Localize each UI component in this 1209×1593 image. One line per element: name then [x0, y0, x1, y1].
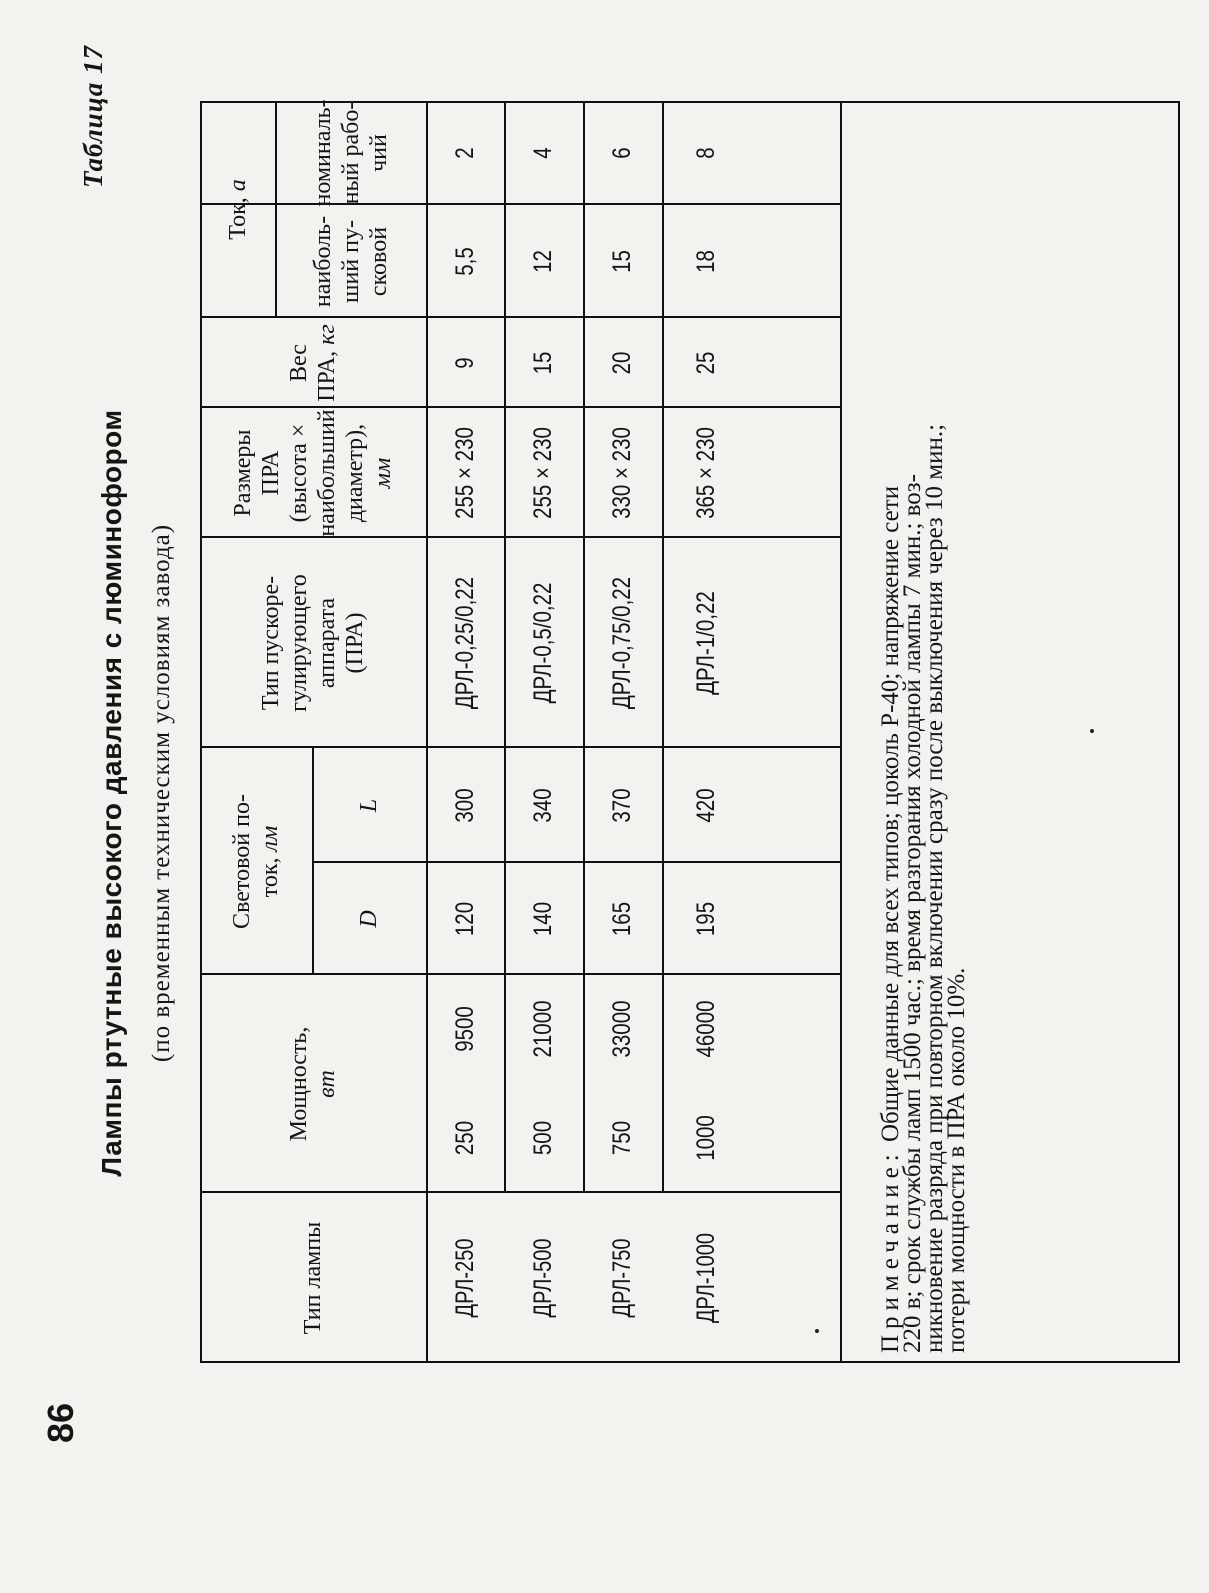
cell-flux: 21000	[529, 1000, 557, 1058]
cell-current-nom: 8	[691, 147, 720, 159]
page-number: 86	[40, 1402, 81, 1443]
header-dim-l: L	[356, 798, 382, 813]
page-title: Лампы ртутные высокого давления с люминофором	[96, 409, 127, 1177]
note-label: Примечание:	[877, 1148, 904, 1353]
header-power: Мощность, вт	[286, 1026, 340, 1142]
cell-current-nom: 4	[529, 147, 557, 159]
cell-dim-l: 300	[450, 788, 479, 823]
cell-current-nom: 6	[608, 147, 636, 159]
cell-dim-l: 420	[691, 788, 720, 823]
cell-starter: ДРЛ-0,25/0,22	[450, 576, 479, 710]
cell-weight: 9	[450, 357, 479, 369]
cell-starter: ДРЛ-1/0,22	[691, 591, 720, 695]
cell-current-start: 15	[608, 250, 636, 273]
header-pra-weight: Вес ПРА, кг	[286, 324, 340, 402]
note-line2: 220 в; срок службы ламп 1500 час.; время разгорания холодной лампы 7 мин.; воз-	[899, 474, 926, 1353]
cell-current-start: 5,5	[450, 247, 479, 276]
header-pra-size: Размеры ПРА (высота × наибольший диаметр), мм	[230, 409, 396, 537]
cell-weight: 25	[691, 351, 720, 375]
speck	[815, 1329, 819, 1333]
cell-type: ДРЛ-750	[608, 1238, 636, 1318]
cell-type: ДРЛ-250	[450, 1238, 479, 1318]
header-current-nom: номиналь- ный рабо- чий	[309, 99, 392, 207]
cell-current-start: 18	[691, 250, 720, 273]
cell-flux: 33000	[608, 1000, 636, 1058]
cell-starter: ДРЛ-0,75/0,22	[608, 576, 636, 710]
cell-power: 750	[608, 1120, 636, 1156]
cell-power: 250	[450, 1120, 479, 1156]
cell-dim-l: 370	[608, 788, 636, 823]
cell-flux: 9500	[450, 1006, 479, 1052]
cell-power: 500	[529, 1120, 557, 1156]
cell-weight: 20	[608, 351, 636, 375]
page-subtitle: (по временным техническим условиям завода)	[148, 523, 175, 1063]
header-current-start: наиболь- ший пу- сковой	[309, 215, 392, 308]
speck	[1090, 729, 1094, 733]
cell-type: ДРЛ-500	[529, 1238, 557, 1318]
header-current: Ток, а	[224, 179, 251, 240]
cell-starter: ДРЛ-0,5/0,22	[529, 582, 557, 704]
cell-weight: 15	[529, 351, 557, 375]
header-starter: Тип пускоре- гулирующего аппарата (ПРА)	[258, 574, 368, 712]
cell-pra-size: 330 × 230	[608, 427, 636, 519]
cell-pra-size: 255 × 230	[450, 427, 479, 519]
note-line3: никновение разряда при повторном включении сразу после выключения через 10 мин.;	[921, 423, 948, 1353]
header-dim-d: D	[356, 910, 382, 928]
header-lamp-type: Тип лампы	[300, 1221, 326, 1335]
cell-dim-d: 195	[691, 901, 720, 937]
cell-current-nom: 2	[450, 147, 479, 159]
note-line4: потери мощности в ПРА около 10%.	[943, 967, 970, 1353]
cell-current-start: 12	[529, 250, 557, 273]
cell-flux: 46000	[691, 1000, 720, 1058]
cell-dim-l: 340	[529, 788, 557, 823]
note-line1: Общие данные для всех типов; цоколь Р-40; напряжение сети	[877, 485, 904, 1149]
cell-dim-d: 140	[529, 901, 557, 937]
header-flux: Световой по- ток, лм	[229, 794, 283, 929]
table-note	[877, 113, 970, 1353]
table-label: Таблица 17	[78, 45, 108, 188]
cell-power: 1000	[691, 1115, 720, 1161]
cell-pra-size: 255 × 230	[529, 427, 557, 519]
row-divider	[840, 101, 842, 1363]
cell-type: ДРЛ-1000	[691, 1232, 720, 1324]
cell-pra-size: 365 × 230	[691, 427, 720, 519]
cell-dim-d: 165	[608, 901, 636, 937]
cell-dim-d: 120	[450, 901, 479, 937]
